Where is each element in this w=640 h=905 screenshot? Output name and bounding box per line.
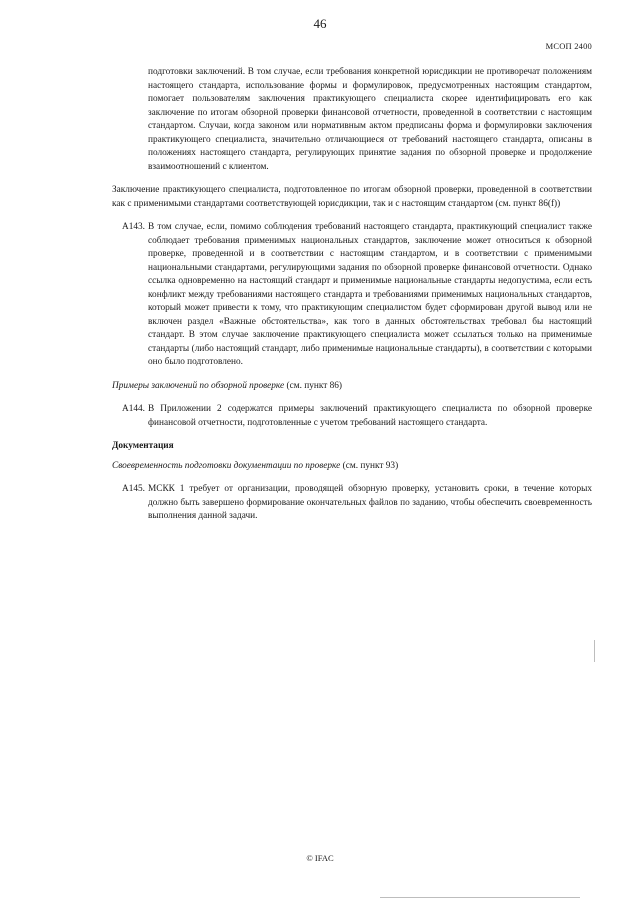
intro-paragraph: подготовки заключений. В том случае, если требования конкретной юрисдикции не противоречат положениям настоящего стандарта, использование формы и формулировок, предусмотренных настоящим стандартом, помогает пользователям заключения практикующего специалиста скорее идентифицировать его как заключение по итогам обзорной проверки финансовой отчетности, проведенной в соответствии с настоящим стандартом. Случаи, когда законом или нормативным актом предписаны форма и формулировки заключения практикующего специалиста, значительно отличающиеся от требований настоящего стандарта, описаны в положениях настоящего стандарта, регулирующих принятие задания по обзорной проверке и продолжение взаимоотношений с клиентом. xyxy=(148,67,592,172)
subheading-reference: (см. пункт 93) xyxy=(340,460,399,471)
paragraph-number: A145. xyxy=(122,484,145,494)
paragraph-text: МСКК 1 требует от организации, проводящей обзорную проверку, установить сроки, в течение которых должно быть завершено формирование окончательных файлов по заданию, чтобы обеспечить своевременность выполнения данной задачи. xyxy=(148,484,592,521)
paragraph-a145 xyxy=(112,483,592,524)
subheading-reference: (см. пункт 86) xyxy=(284,380,343,391)
paragraph-a143 xyxy=(112,221,592,370)
copyright-footer: © IFAC xyxy=(306,853,334,863)
paragraph-text: В том случае, если, помимо соблюдения требований настоящего стандарта, практикующий специалист также соблюдает требования применимых национальных стандартов, заключение может относиться к обзорной проверке, проведенной и в соответствии с настоящим стандартом, и в соответствии с применимыми национальными стандартами, регулирующими задания по обзорной проверке финансовой отчетности. Однако ссылка одновременно на настоящий стандарт и применимые национальные стандарты недопустима, если есть конфликт между требованиями настоящего стандарта и требованиями применимых национальных стандартов, который может привести к тому, что практикующим специалистом будет сформирован другой вывод или не включен раздел «Важные обстоятельства», как того в данных обстоятельствах требовал бы настоящий стандарт. В этом случае заключение практикующего специалиста может ссылаться только на применимые стандарты (либо настоящий стандарт, либо применимые национальные стандарты), в соответствии с которыми оно было подготовлено. xyxy=(148,222,592,367)
scan-edge-mark xyxy=(380,897,580,898)
page-number: 46 xyxy=(313,16,327,31)
page-content xyxy=(112,66,592,534)
subheading-joint-standards: Заключение практикующего специалиста, подготовленное по итогам обзорной проверки, проведенной в соответствии как с применимыми стандартами соответствующей юрисдикции, так и с настоящим стандартом (см. пункт 86(f)) xyxy=(112,185,592,209)
paragraph-text: В Приложении 2 содержатся примеры заключений практикующего специалиста по обзорной проверке финансовой отчетности, подготовленные с учетом требований настоящего стандарта. xyxy=(148,404,592,428)
paragraph-a144 xyxy=(112,403,592,430)
paragraph-number: A144. xyxy=(122,404,145,414)
standard-id: МСОП 2400 xyxy=(545,41,592,51)
scan-edge-mark xyxy=(594,640,595,662)
section-title-documentation: Документация xyxy=(112,441,174,451)
subheading-report-examples xyxy=(112,380,592,394)
subheading-timeliness xyxy=(112,460,592,474)
paragraph-number: A143. xyxy=(122,222,145,232)
subheading-italic: Примеры заключений по обзорной проверке xyxy=(112,380,285,391)
subheading-italic: Своевременность подготовки документации по проверке xyxy=(112,460,341,471)
